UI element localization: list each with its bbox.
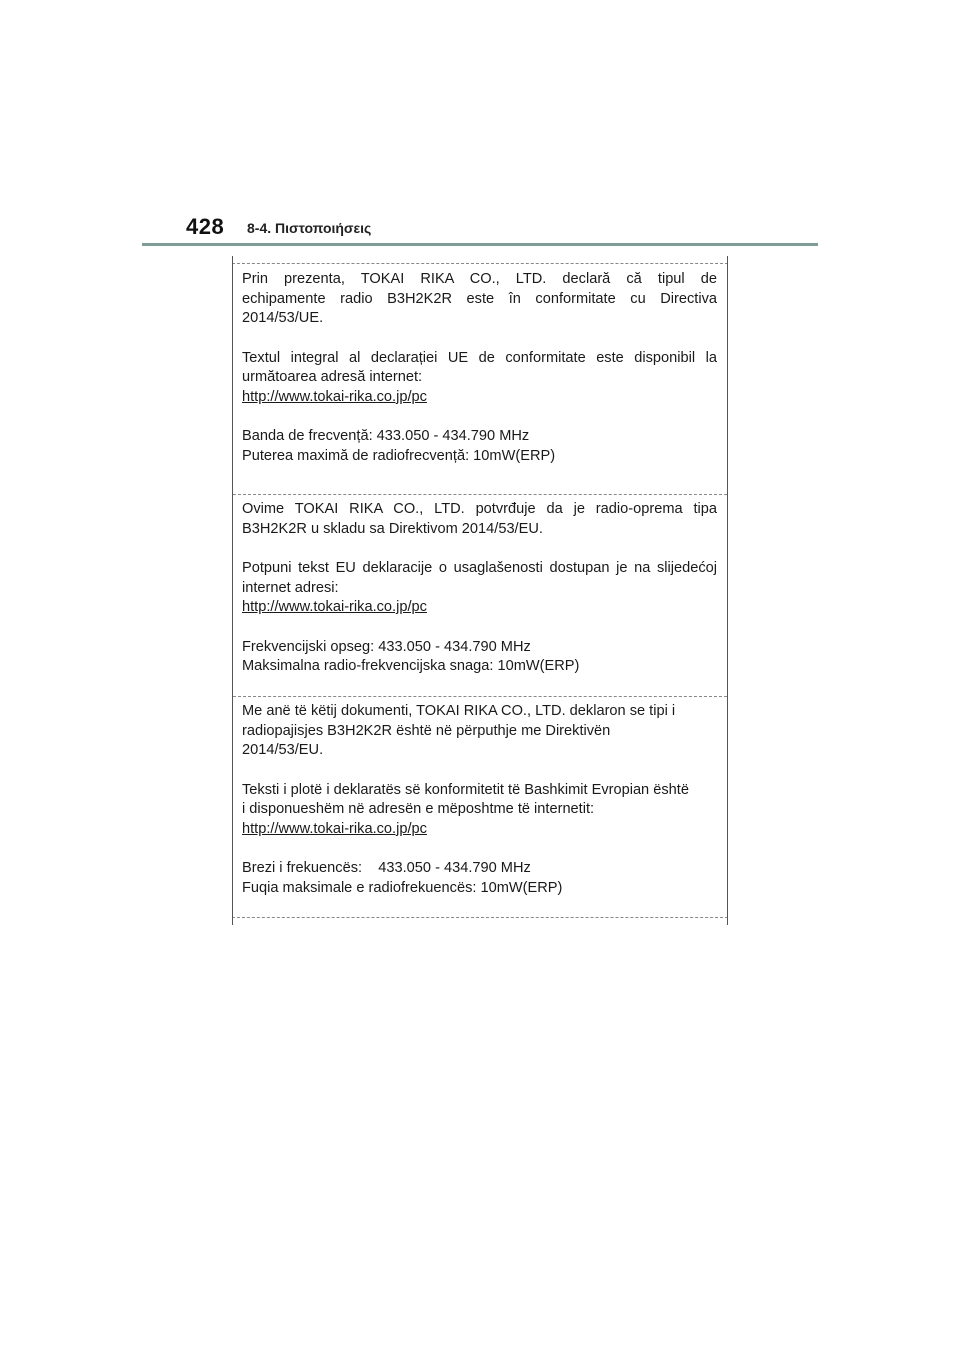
page-number: 428	[186, 214, 225, 239]
intro-line: 2014/53/EU.	[242, 742, 324, 758]
intro-line: 2014/53/UE.	[242, 310, 324, 326]
section-title: 8-4. Πιστοποιήσεις	[247, 220, 372, 236]
text-line: Textul integral al declarației UE de conformitate este disponibil la	[242, 349, 717, 366]
declaration-box	[232, 263, 728, 918]
text-line: Potpuni tekst EU deklaracije o usaglašenosti dostupan je na slijedećoj	[242, 560, 717, 576]
declaration-intro	[242, 270, 717, 329]
spec-line: Fuqia maksimale e radiofrekuencës: 10mW(ERP)	[242, 879, 563, 896]
spec-block	[242, 427, 717, 466]
text-line: i disponueshëm në adresën e mëposhtme të internetit:	[242, 801, 595, 817]
intro-line: radiopajisjes B3H2K2R është në përputhje me Direktivën	[242, 722, 611, 739]
intro-line: Prin prezenta, TOKAI RIKA CO., LTD. declară că tipul de	[242, 271, 717, 287]
spec-line: Banda de frecvență: 433.050 - 434.790 MHz	[242, 428, 530, 444]
declaration-intro	[242, 702, 717, 761]
corner-tick	[232, 917, 233, 925]
text-line: internet adresi:	[242, 579, 339, 596]
declaration-text	[242, 559, 717, 618]
corner-tick	[727, 256, 728, 264]
corner-tick	[232, 256, 233, 264]
section-divider	[233, 494, 727, 495]
spec-block	[242, 859, 717, 898]
declaration-albanian	[233, 702, 727, 898]
declaration-intro	[242, 500, 717, 539]
declaration-text	[242, 349, 717, 408]
declaration-romanian	[233, 270, 727, 466]
spec-line: Frekvencijski opseg: 433.050 - 434.790 MHz	[242, 638, 531, 655]
declaration-text	[242, 781, 717, 840]
header-rule	[142, 243, 818, 246]
section-divider	[233, 696, 727, 697]
intro-line: B3H2K2R u skladu sa Direktivom 2014/53/EU.	[242, 520, 543, 537]
declaration-url-link[interactable]: http://www.tokai-rika.co.jp/pc	[242, 820, 427, 837]
text-line: următoarea adresă internet:	[242, 369, 423, 385]
spec-line: Brezi i frekuencës: 433.050 - 434.790 MHz	[242, 860, 531, 876]
spec-line: Maksimalna radio-frekvencijska snaga: 10mW(ERP)	[242, 658, 580, 674]
declaration-url-link[interactable]: http://www.tokai-rika.co.jp/pc	[242, 388, 427, 405]
intro-line: Ovime TOKAI RIKA CO., LTD. potvrđuje da je radio-oprema tipa	[242, 501, 717, 517]
declaration-montenegrin	[233, 500, 727, 677]
intro-line: Me anë të këtij dokumenti, TOKAI RIKA CO., LTD. deklaron se tipi i	[242, 703, 676, 719]
spec-line: Puterea maximă de radiofrecvență: 10mW(ERP)	[242, 447, 556, 464]
text-line: Teksti i plotë i deklaratës së konformitetit të Bashkimit Evropian është	[242, 781, 689, 798]
declaration-url-link[interactable]: http://www.tokai-rika.co.jp/pc	[242, 599, 427, 615]
intro-line: echipamente radio B3H2K2R este în conformitate cu Directiva	[242, 290, 717, 307]
corner-tick	[727, 917, 728, 925]
spec-block	[242, 638, 717, 677]
